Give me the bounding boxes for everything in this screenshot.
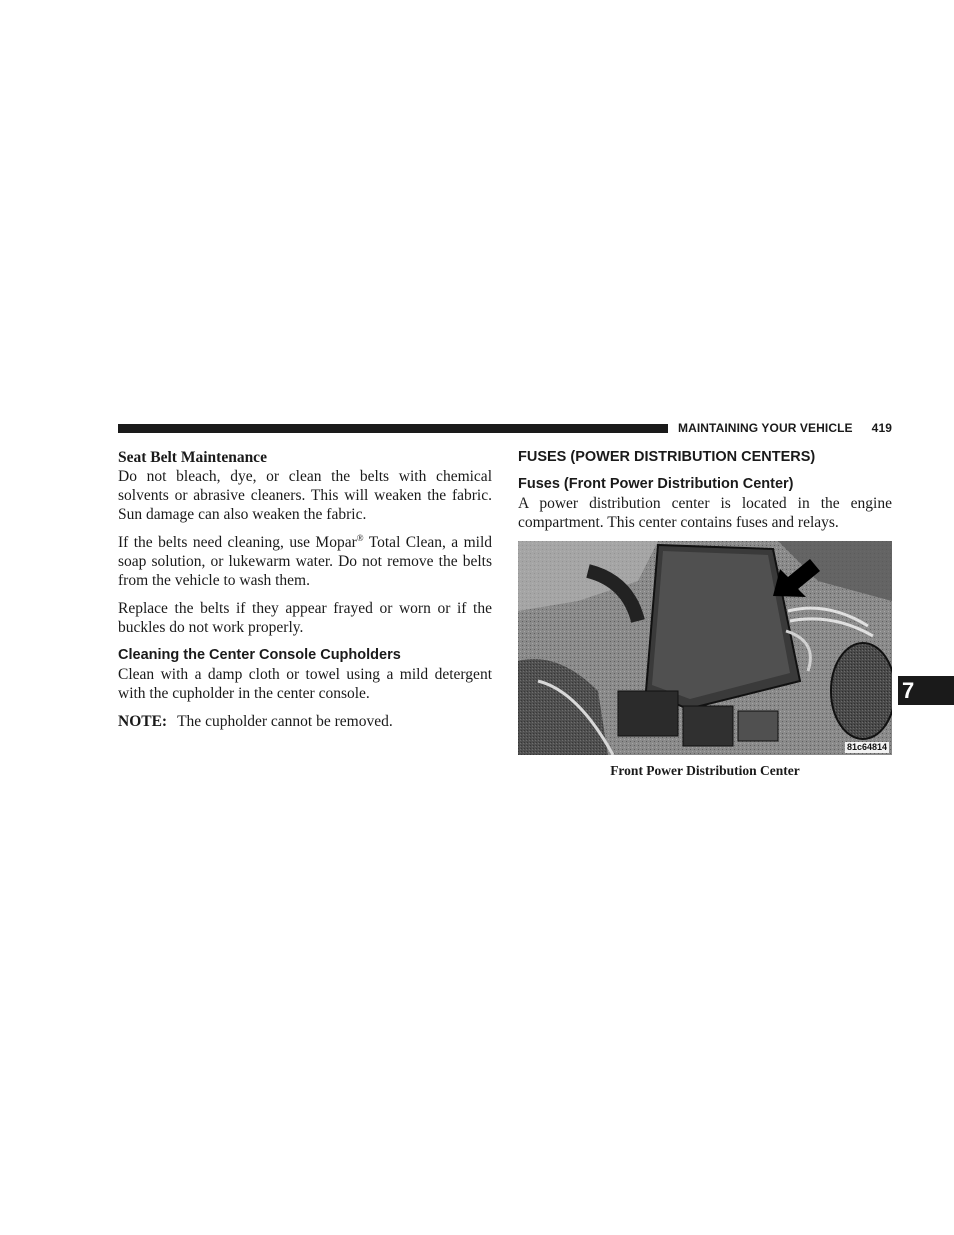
figure-caption: Front Power Distribution Center (610, 763, 800, 778)
front-pdc-paragraph: A power distribution center is located in the engine compartment. This center contains fuses and relays. (518, 495, 892, 531)
page-number: 419 (871, 421, 892, 435)
seat-belt-paragraph-1: Do not bleach, dye, or clean the belts with chemical solvents or abrasive cleaners. This will weaken the fabric. Sun damage can also weaken the fabric. (118, 468, 492, 523)
front-pdc-heading: Fuses (Front Power Distribution Center) (518, 476, 794, 492)
header-rule (118, 424, 668, 433)
left-column (118, 448, 492, 740)
seat-belt-paragraph-3: Replace the belts if they appear frayed or worn or if the buckles do not work properly. (118, 600, 492, 636)
figure-code: 81c64814 (846, 742, 887, 752)
cupholder-heading: Cleaning the Center Console Cupholders (118, 647, 401, 663)
seat-belt-paragraph-2: If the belts need cleaning, use Mopar® Total Clean, a mild soap solution, or lukewarm water. Do not remove the belts from the vehicle to wash them. (118, 532, 492, 589)
chapter-tab (898, 676, 954, 705)
right-column (518, 448, 892, 779)
note (118, 712, 492, 731)
cupholder-paragraph: Clean with a damp cloth or towel using a mild detergent with the cupholder in the center console. (118, 666, 492, 702)
note-text: The cupholder cannot be removed. (177, 713, 393, 730)
running-head (678, 420, 892, 436)
engine-compartment-photo (518, 541, 892, 755)
note-label: NOTE: (118, 713, 168, 730)
engine-illustration (518, 541, 892, 755)
seat-belt-heading: Seat Belt Maintenance (118, 449, 267, 466)
section-title: MAINTAINING YOUR VEHICLE (678, 421, 853, 435)
registered-mark: ® (356, 532, 364, 543)
fuses-heading: FUSES (POWER DISTRIBUTION CENTERS) (518, 449, 816, 465)
chapter-number: 7 (902, 677, 915, 703)
